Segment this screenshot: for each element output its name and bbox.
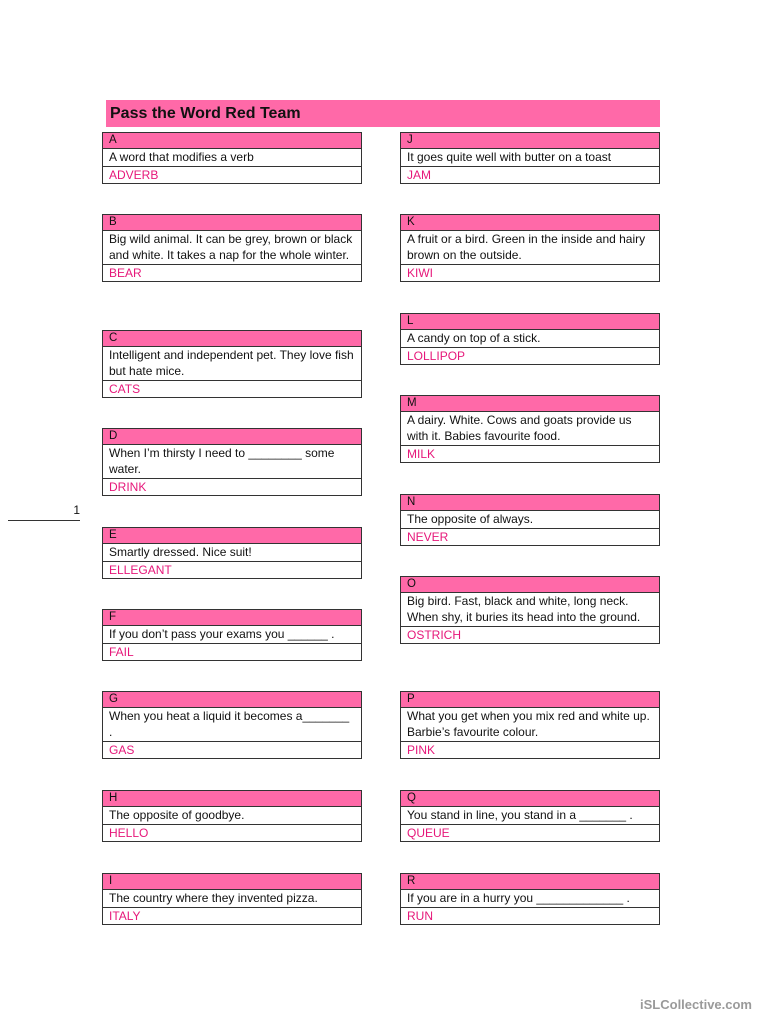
card-answer: ITALY: [109, 909, 141, 923]
card-answer: OSTRICH: [407, 628, 461, 642]
card-answer: HELLO: [109, 826, 149, 840]
clue-card-n: [400, 494, 660, 546]
card-clue: The opposite of always.: [401, 511, 659, 529]
card-answer: BEAR: [109, 266, 142, 280]
card-clue: The opposite of goodbye.: [103, 807, 361, 825]
card-answer: JAM: [407, 168, 431, 182]
card-answer: DRINK: [109, 480, 147, 494]
card-answer: LOLLIPOP: [407, 349, 466, 363]
card-clue: If you are in a hurry you _____________ .: [401, 890, 659, 908]
card-answer: FAIL: [109, 645, 134, 659]
clue-card-h: [102, 790, 362, 842]
card-letter: A: [103, 133, 361, 149]
card-letter: M: [401, 396, 659, 412]
card-letter: C: [103, 331, 361, 347]
clue-card-e: [102, 527, 362, 579]
card-clue: Intelligent and independent pet. They love fish but hate mice.: [103, 347, 361, 381]
card-letter: J: [401, 133, 659, 149]
clue-card-p: [400, 691, 660, 759]
card-clue: When I’m thirsty I need to ________ some water.: [103, 445, 361, 479]
card-letter: B: [103, 215, 361, 231]
clue-card-f: [102, 609, 362, 661]
card-clue: If you don’t pass your exams you ______ .: [103, 626, 361, 644]
card-letter: P: [401, 692, 659, 708]
card-letter: G: [103, 692, 361, 708]
card-letter: D: [103, 429, 361, 445]
card-letter: O: [401, 577, 659, 593]
card-letter: Q: [401, 791, 659, 807]
clue-card-k: [400, 214, 660, 282]
clue-card-a: [102, 132, 362, 184]
card-answer: KIWI: [407, 266, 433, 280]
clue-card-m: [400, 395, 660, 463]
card-answer: MILK: [407, 447, 436, 461]
card-answer: QUEUE: [407, 826, 450, 840]
card-clue: A dairy. White. Cows and goats provide us with it. Babies favourite food.: [401, 412, 659, 446]
card-answer: NEVER: [407, 530, 449, 544]
clue-card-q: [400, 790, 660, 842]
card-answer: PINK: [407, 743, 436, 757]
watermark: iSLCollective.com: [640, 997, 752, 1012]
card-clue: The country where they invented pizza.: [103, 890, 361, 908]
card-letter: I: [103, 874, 361, 890]
clue-card-i: [102, 873, 362, 925]
clue-card-o: [400, 576, 660, 644]
card-letter: F: [103, 610, 361, 626]
card-clue: A candy on top of a stick.: [401, 330, 659, 348]
card-clue: What you get when you mix red and white up. Barbie’s favourite colour.: [401, 708, 659, 742]
card-clue: Big wild animal. It can be grey, brown or black and white. It takes a nap for the whole winter.: [103, 231, 361, 265]
worksheet-title: Pass the Word Red Team: [106, 100, 660, 127]
clue-card-r: [400, 873, 660, 925]
card-clue: A fruit or a bird. Green in the inside and hairy brown on the outside.: [401, 231, 659, 265]
card-answer: ADVERB: [109, 168, 159, 182]
card-clue: Big bird. Fast, black and white, long neck. When shy, it buries its head into the ground.: [401, 593, 659, 627]
card-answer: CATS: [109, 382, 141, 396]
clue-card-c: [102, 330, 362, 398]
page-number: 1: [8, 503, 80, 521]
card-letter: N: [401, 495, 659, 511]
card-answer: GAS: [109, 743, 135, 757]
card-clue: A word that modifies a verb: [103, 149, 361, 167]
card-answer: ELLEGANT: [109, 563, 172, 577]
card-clue: It goes quite well with butter on a toast: [401, 149, 659, 167]
card-letter: R: [401, 874, 659, 890]
card-clue: Smartly dressed. Nice suit!: [103, 544, 361, 562]
card-answer: RUN: [407, 909, 433, 923]
card-clue: You stand in line, you stand in a _______ .: [401, 807, 659, 825]
card-clue: When you heat a liquid it becomes a_______ .: [103, 708, 361, 742]
card-letter: E: [103, 528, 361, 544]
clue-card-j: [400, 132, 660, 184]
card-letter: L: [401, 314, 659, 330]
clue-card-d: [102, 428, 362, 496]
clue-card-b: [102, 214, 362, 282]
clue-card-g: [102, 691, 362, 759]
card-letter: K: [401, 215, 659, 231]
clue-card-l: [400, 313, 660, 365]
card-letter: H: [103, 791, 361, 807]
